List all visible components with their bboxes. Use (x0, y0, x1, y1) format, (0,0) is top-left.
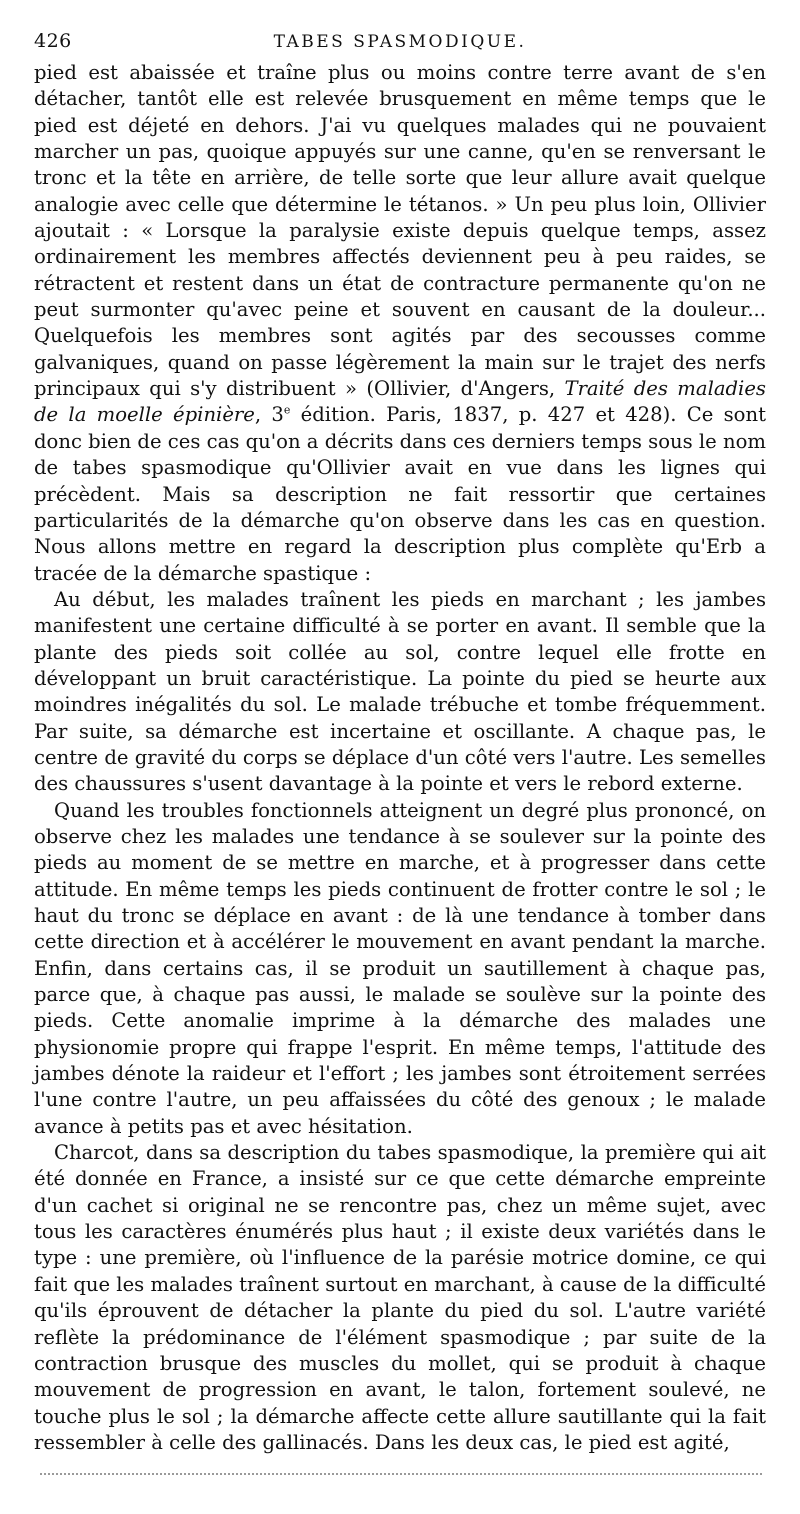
page-header (34, 26, 766, 56)
paragraph-text: , 3 (254, 403, 284, 427)
paragraph (34, 1140, 766, 1456)
page-number: 426 (34, 30, 72, 52)
running-title: TABES SPASMODIQUE. (273, 32, 527, 52)
paragraph-text: Quand les troubles fonctionnels atteignent un degré plus prononcé, on observe chez les malades une tendance à se soulever sur la pointe des pieds au moment de se mettre en marche, et à progresser dans cette attitude. En même temps les pieds continuent de frotter contre le sol ; le haut du tronc se déplace en avant : de là une tendance à tomber dans cette direction et à accélérer le mouvement en avant pendant la marche. Enfin, dans certains cas, il se produit un sautillement à chaque pas, parce que, à chaque pas aussi, le malade se soulève sur la pointe des pieds. Cette anomalie imprime à la démarche des malades une physionomie propre qui frappe l'esprit. En même temps, l'attitude des jambes dénote la raideur et l'effort ; les jambes sont étroitement serrées l'une contre l'autre, un peu affaissées du côté des genoux ; le malade avance à petits pas et avec hésitation. (34, 798, 766, 1138)
paragraph-text: pied est abaissée et traîne plus ou moins contre terre avant de s'en détacher, tantôt elle est relevée brusquement en même temps que le pied est déjeté en dehors. J'ai vu quelques malades qui ne pouvaient marcher un pas, quoique appuyés sur une canne, qu'en se renversant le tronc et la tête en arrière, de telle sorte que leur allure avait quelque analogie avec celle que détermine le tétanos. » Un peu plus loin, Ollivier ajoutait : « Lorsque la paralysie existe depuis quelque temps, assez ordinairement les membres affectés deviennent peu à peu raides, se rétractent et restent dans un état de contracture permanente qu'on ne peut surmonter qu'avec peine et souvent en causant de la douleur... Quelquefois les membres sont agités par des secousses comme galvaniques, quand on passe légèrement la main sur le trajet des nerfs principaux qui s'y distribuent » (Ollivier, d'Angers, (34, 61, 766, 401)
italic-title-text: Traité des maladies de la moelle épinière (34, 377, 766, 427)
paragraph (34, 587, 766, 798)
paragraph (34, 798, 766, 1140)
footer-dotted-rule (40, 1473, 762, 1475)
body-text (34, 60, 766, 1456)
paragraph (34, 60, 766, 587)
superscript-text: e (283, 403, 291, 417)
paragraph-text: édition. Paris, 1837, p. 427 et 428). Ce sont donc bien de ces cas qu'on a décrits dans ces derniers temps sous le nom de tabes spasmodique qu'Ollivier avait en vue dans les lignes qui précèdent. Mais sa description ne fait ressortir que certaines particularités de la démarche qu'on observe dans les cas en question. Nous allons mettre en regard la description plus complète qu'Erb a tracée de la démarche spastique : (34, 403, 766, 585)
paragraph-text: Charcot, dans sa description du tabes spasmodique, la première qui ait été donnée en France, a insisté sur ce que cette démarche empreinte d'un cachet si original ne se rencontre pas, chez un même sujet, avec tous les caractères énumérés plus haut ; il existe deux variétés dans le type : une première, où l'influence de la parésie motrice domine, ce qui fait que les malades traînent surtout en marchant, à cause de la difficulté qu'ils éprouvent de détacher la plante du pied du sol. L'autre variété reflète la prédominance de l'élément spasmodique ; par suite de la contraction brusque des muscles du mollet, qui se produit à chaque mouvement de progression en avant, le talon, fortement soulevé, ne touche plus le sol ; la démarche affecte cette allure sautillante qui la fait ressembler à celle des gallinacés. Dans les deux cas, le pied est agité, (34, 1141, 766, 1454)
paragraph-text: Au début, les malades traînent les pieds en marchant ; les jambes manifestent une certaine difficulté à se porter en avant. Il semble que la plante des pieds soit collée au sol, contre lequel elle frotte en développant un bruit caractéristique. La pointe du pied se heurte aux moindres inégalités du sol. Le malade trébuche et tombe fréquemment. Par suite, sa démarche est incertaine et oscillante. A chaque pas, le centre de gravité du corps se déplace d'un côté vers l'autre. Les semelles des chaussures s'usent davantage à la pointe et vers le rebord externe. (34, 587, 766, 796)
